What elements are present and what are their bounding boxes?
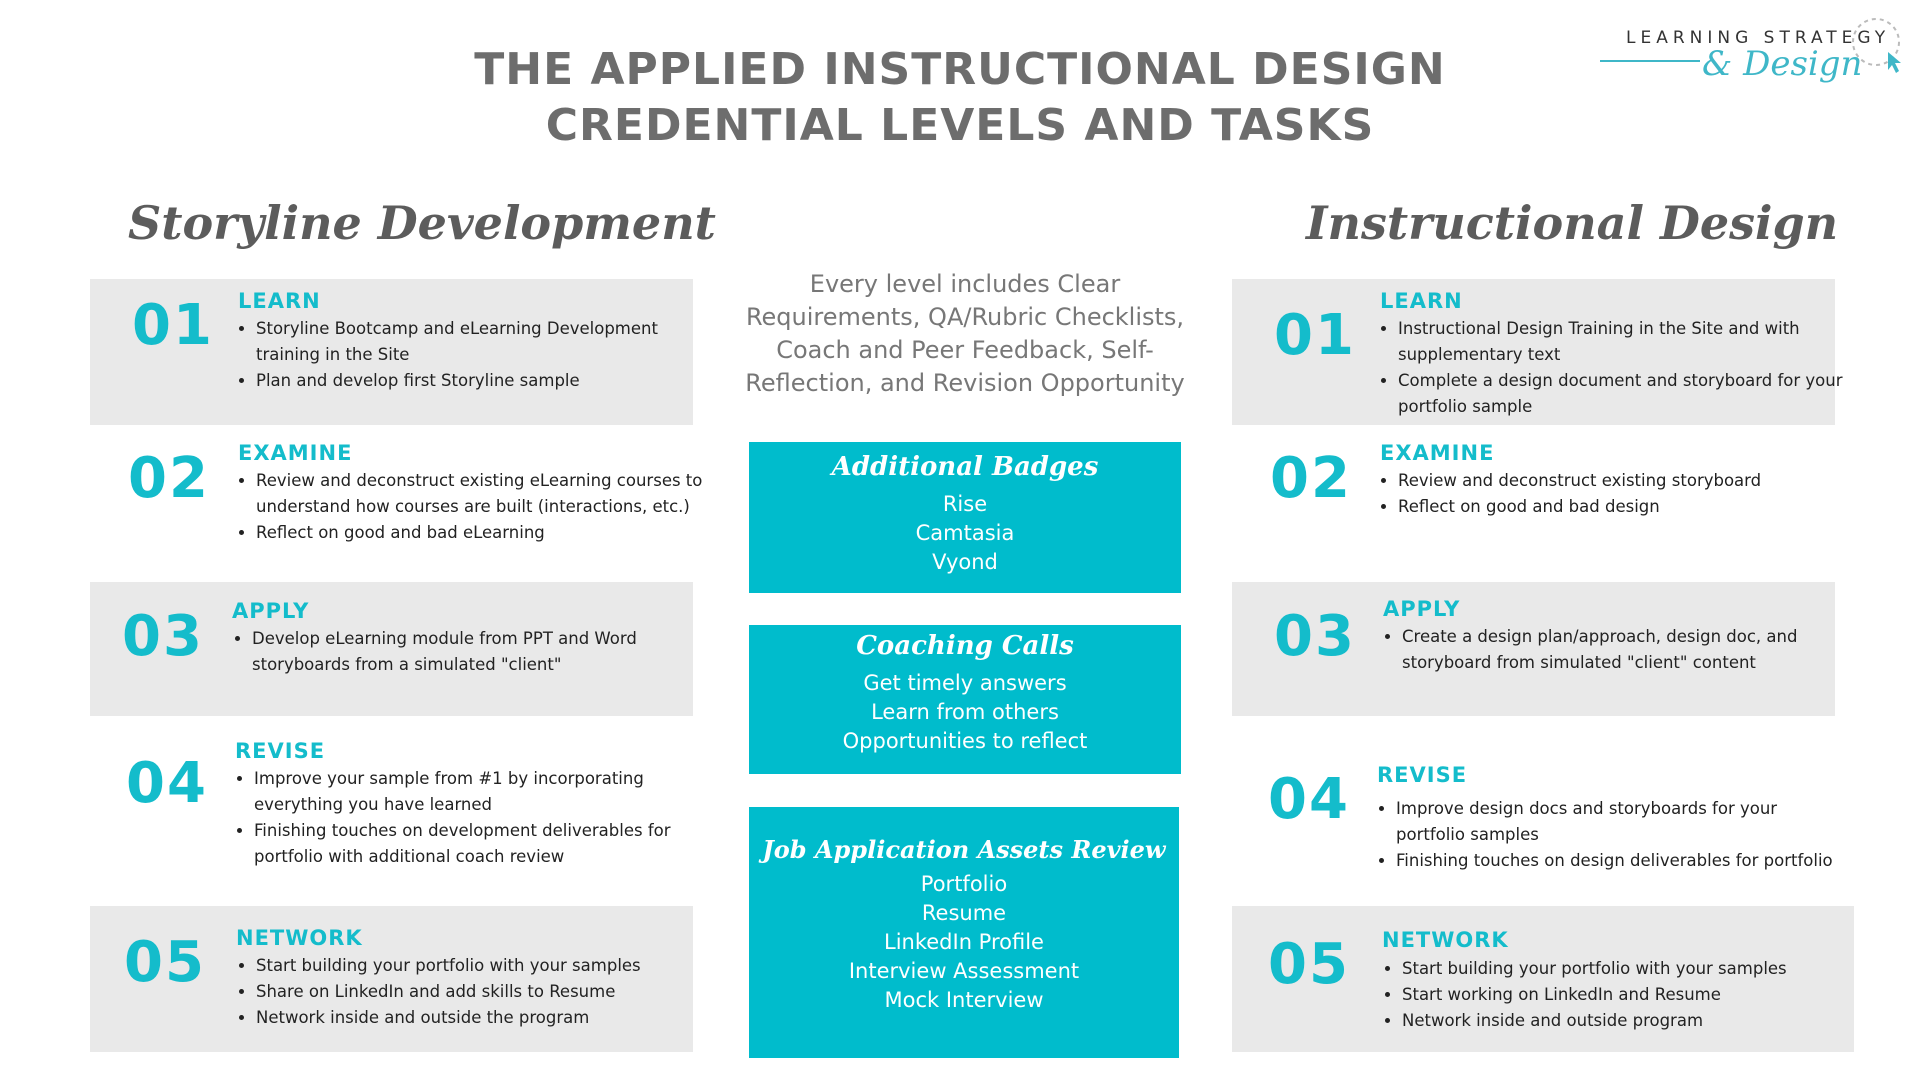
level-bullets [1384, 956, 1842, 1034]
bullet-item: • Improve design docs and storyboards for your portfolio samples [1396, 796, 1846, 848]
level-stage: REVISE [235, 739, 326, 763]
level-stage: LEARN [238, 289, 321, 313]
level-stage: NETWORK [236, 926, 363, 950]
bullet-item: • Start working on LinkedIn and Resume [1402, 982, 1842, 1008]
left-level-1-panel [90, 279, 693, 425]
box-item: Camtasia [915, 521, 1015, 545]
box-item: Get timely answers [863, 671, 1067, 695]
level-bullets [234, 626, 672, 678]
box-item: LinkedIn Profile [884, 930, 1044, 954]
bullet-item: • Finishing touches on design deliverables for portfolio [1396, 848, 1846, 874]
box-item: Learn from others [871, 700, 1059, 724]
bullet-item: • Finishing touches on development deliverables for portfolio with additional coach review [254, 818, 694, 870]
bullet-item: • Network inside and outside the program [256, 1005, 696, 1031]
bullet-item: • Instructional Design Training in the Site and with supplementary text [1398, 316, 1848, 368]
left-level-5-panel [90, 906, 693, 1052]
bullet-item: • Storyline Bootcamp and eLearning Development training in the Site [256, 316, 696, 368]
box-item: Interview Assessment [848, 959, 1080, 983]
right-level-1-panel [1232, 279, 1843, 425]
level-number: 03 [1274, 604, 1356, 669]
level-number: 02 [1270, 446, 1352, 511]
level-bullets [1380, 468, 1838, 520]
level-bullets [1378, 796, 1846, 874]
logo-text-script: & Design [1702, 44, 1863, 84]
level-number: 04 [1268, 767, 1350, 832]
level-number: 01 [1274, 303, 1356, 368]
right-level-4-panel [1232, 717, 1835, 905]
left-level-2-panel [90, 426, 703, 581]
bullet-item: • Plan and develop first Storyline sample [256, 368, 696, 394]
level-stage: EXAMINE [238, 441, 353, 465]
level-bullets [236, 766, 694, 870]
level-stage: APPLY [1383, 597, 1461, 621]
right-column-heading: Instructional Design [1306, 196, 1839, 250]
logo [1600, 22, 1905, 92]
level-bullets [238, 953, 696, 1031]
level-number: 02 [128, 446, 210, 511]
coaching-calls-box [749, 625, 1181, 774]
level-number: 01 [132, 293, 214, 358]
page-title-line-1: THE APPLIED INSTRUCTIONAL DESIGN [474, 44, 1446, 95]
level-bullets [1380, 316, 1848, 420]
bullet-item: • Share on LinkedIn and add skills to Resume [256, 979, 696, 1005]
level-stage: EXAMINE [1380, 441, 1495, 465]
bullet-item: • Start building your portfolio with your samples [256, 953, 696, 979]
level-number: 03 [122, 604, 204, 669]
bullet-item: • Start building your portfolio with your samples [1402, 956, 1842, 982]
bullet-item: • Develop eLearning module from PPT and Word storyboards from a simulated "client" [252, 626, 672, 678]
level-number: 04 [126, 751, 208, 816]
box-title: Additional Badges [831, 452, 1099, 482]
bullet-item: • Reflect on good and bad eLearning [256, 520, 706, 546]
level-stage: APPLY [232, 599, 310, 623]
level-stage: REVISE [1377, 763, 1468, 787]
level-bullets [238, 468, 706, 546]
level-number: 05 [124, 930, 206, 995]
box-item: Mock Interview [884, 988, 1044, 1012]
logo-text-primary: LEARNING STRATEGY [1626, 28, 1891, 48]
box-title: Job Application Assets Review [762, 835, 1166, 864]
left-level-4-panel [90, 717, 693, 905]
right-level-5-panel [1232, 906, 1854, 1052]
right-level-2-panel [1232, 426, 1835, 581]
right-level-3-panel [1232, 582, 1835, 716]
logo-cursor-icon [1850, 12, 1904, 82]
level-bullets [238, 316, 696, 394]
level-stage: NETWORK [1382, 928, 1509, 952]
box-title: Coaching Calls [856, 631, 1074, 661]
page-title-line-2: CREDENTIAL LEVELS AND TASKS [545, 100, 1375, 151]
bullet-item: • Network inside and outside program [1402, 1008, 1842, 1034]
left-column-heading: Storyline Development [128, 196, 716, 250]
bullet-item: • Create a design plan/approach, design doc, and storyboard from simulated "client" content [1402, 624, 1832, 676]
levels-intro-text: Every level includes Clear Requirements, QA/Rubric Checklists, Coach and Peer Feedback, Self-Reflection, and Revision Opportunity [745, 270, 1185, 397]
box-item: Portfolio [920, 872, 1008, 896]
job-application-assets-box [749, 807, 1179, 1058]
left-level-3-panel [90, 582, 693, 716]
additional-badges-box [749, 442, 1181, 593]
bullet-item: • Review and deconstruct existing storyboard [1398, 468, 1838, 494]
box-item: Resume [921, 901, 1007, 925]
box-item: Rise [942, 492, 988, 516]
bullet-item: • Improve your sample from #1 by incorporating everything you have learned [254, 766, 694, 818]
bullet-item: • Complete a design document and storyboard for your portfolio sample [1398, 368, 1848, 420]
box-item: Vyond [932, 550, 998, 574]
bullet-item: • Reflect on good and bad design [1398, 494, 1838, 520]
level-stage: LEARN [1380, 289, 1463, 313]
level-bullets [1384, 624, 1832, 676]
logo-rule [1600, 60, 1700, 62]
box-item: Opportunities to reflect [842, 729, 1088, 753]
level-number: 05 [1268, 932, 1350, 997]
bullet-item: • Review and deconstruct existing eLearning courses to understand how courses are built (interactions, etc.) [256, 468, 706, 520]
